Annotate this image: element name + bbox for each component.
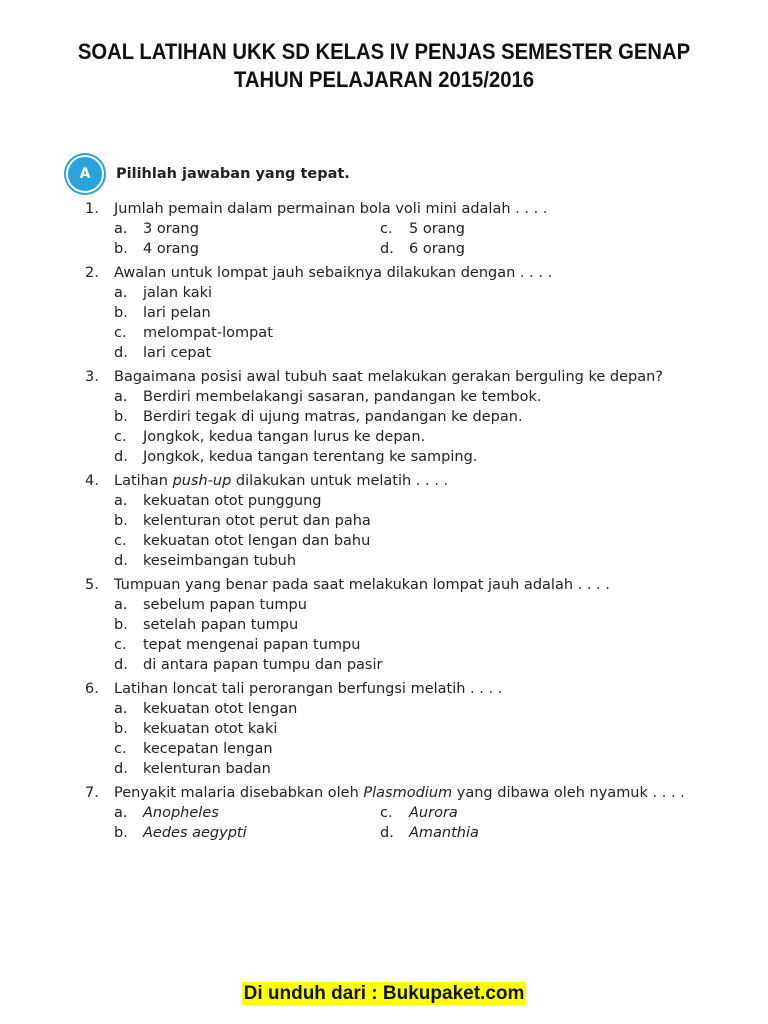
option-d (114, 344, 701, 364)
question-text-italic: push-up (172, 473, 232, 490)
option-letter: c. (380, 220, 393, 237)
option-b (114, 240, 380, 260)
title-line-1: SOAL LATIHAN UKK SD KELAS IV PENJAS SEMESTER GENAP (77, 39, 691, 64)
section-instruction: Pilihlah jawaban yang tepat. (116, 166, 350, 182)
option-text: Amanthia (409, 824, 479, 841)
option-letter: d. (114, 344, 128, 361)
title-line-2: TAHUN PELAJARAN 2015/2016 (234, 67, 534, 92)
document-title (31, 38, 738, 94)
option-text: 4 orang (143, 240, 199, 257)
option-a (114, 804, 380, 824)
option-d (114, 656, 701, 676)
option-letter: c. (114, 428, 127, 445)
option-letter: b. (114, 824, 128, 841)
question-text: Latihan loncat tali perorangan berfungsi melatih . . . . (114, 681, 503, 698)
option-c (380, 804, 701, 824)
option-letter: a. (114, 493, 128, 510)
option-b (114, 408, 701, 428)
option-letter: b. (114, 240, 128, 257)
option-text: setelah papan tumpu (143, 616, 299, 633)
footer (0, 983, 768, 1005)
option-text: keseimbangan tubuh (143, 552, 297, 569)
option-text: 6 orang (409, 240, 465, 257)
option-d (114, 760, 701, 780)
option-text: Aurora (409, 805, 458, 822)
option-text: Aedes aegypti (143, 824, 247, 841)
question-text (114, 784, 701, 804)
option-letter: d. (114, 760, 128, 777)
option-c (114, 636, 701, 656)
option-text: 5 orang (409, 220, 465, 237)
question-3 (85, 368, 701, 467)
option-text: kekuatan otot punggung (143, 493, 322, 510)
option-letter: b. (114, 720, 128, 737)
option-letter: b. (114, 616, 128, 633)
question-number: 4. (85, 473, 99, 490)
question-number: 3. (85, 369, 99, 386)
option-letter: c. (380, 805, 393, 822)
option-letter: d. (114, 448, 128, 465)
source-note: Di unduh dari : Bukupaket.com (243, 983, 525, 1004)
option-letter: c. (114, 324, 127, 341)
option-letter: c. (114, 636, 127, 653)
option-letter: d. (114, 656, 128, 673)
option-d (114, 552, 701, 572)
option-text: melompat-lompat (143, 324, 273, 341)
option-b (114, 616, 701, 636)
section-badge-icon: A (66, 155, 104, 193)
option-d (114, 448, 701, 468)
question-2 (85, 264, 701, 363)
option-text: lari pelan (143, 304, 211, 321)
option-letter: a. (114, 220, 128, 237)
option-letter: c. (114, 740, 127, 757)
option-letter: a. (114, 285, 128, 302)
question-text: Awalan untuk lompat jauh sebaiknya dilakukan dengan . . . . (114, 265, 553, 282)
question-5 (85, 576, 701, 675)
option-b (114, 824, 380, 844)
option-letter: d. (380, 240, 394, 257)
option-text: Berdiri membelakangi sasaran, pandangan ke tembok. (143, 389, 542, 406)
option-text: kekuatan otot lengan (143, 701, 298, 718)
question-text-part: dilakukan untuk melatih . . . . (231, 473, 449, 490)
option-letter: c. (114, 532, 127, 549)
option-c (114, 532, 701, 552)
option-b (114, 304, 701, 324)
option-text: 3 orang (143, 220, 199, 237)
option-d (380, 240, 701, 260)
option-letter: a. (114, 389, 128, 406)
option-a (114, 220, 380, 240)
option-a (114, 388, 701, 408)
question-1 (85, 200, 701, 259)
option-text: kecepatan lengan (143, 740, 273, 757)
option-d (380, 824, 701, 844)
question-number: 5. (85, 577, 99, 594)
option-a (114, 700, 701, 720)
option-letter: b. (114, 408, 128, 425)
option-text: kelenturan badan (143, 760, 271, 777)
option-c (114, 740, 701, 760)
question-text: Jumlah pemain dalam permainan bola voli mini adalah . . . . (114, 201, 548, 217)
option-text: jalan kaki (143, 285, 213, 302)
question-text: Tumpuan yang benar pada saat melakukan lompat jauh adalah . . . . (114, 577, 610, 594)
question-6 (85, 680, 701, 779)
option-letter: a. (114, 805, 128, 822)
question-list (85, 200, 701, 849)
option-text: kelenturan otot perut dan paha (143, 512, 371, 529)
option-text: Jongkok, kedua tangan terentang ke samping. (143, 448, 478, 465)
question-4 (85, 472, 701, 571)
option-letter: d. (380, 824, 394, 841)
option-letter: b. (114, 304, 128, 321)
option-text: lari cepat (143, 344, 212, 361)
option-c (114, 428, 701, 448)
question-number: 6. (85, 681, 99, 698)
option-text: Jongkok, kedua tangan lurus ke depan. (143, 428, 426, 445)
question-text-part: Penyakit malaria disebabkan oleh (114, 785, 364, 802)
option-text: di antara papan tumpu dan pasir (143, 656, 383, 673)
option-b (114, 512, 701, 532)
option-letter: d. (114, 552, 128, 569)
option-text: kekuatan otot kaki (143, 720, 278, 737)
option-a (114, 596, 701, 616)
option-text: Anopheles (143, 805, 219, 822)
question-7 (85, 784, 701, 843)
option-a (114, 492, 701, 512)
question-text-part: Latihan (114, 473, 173, 490)
option-text: sebelum papan tumpu (143, 597, 307, 614)
question-text (114, 472, 701, 492)
question-text-italic: Plasmodium (363, 785, 453, 802)
option-b (114, 720, 701, 740)
option-c (114, 324, 701, 344)
option-letter: a. (114, 597, 128, 614)
question-number: 1. (85, 201, 99, 217)
question-number: 7. (85, 785, 99, 802)
question-text: Bagaimana posisi awal tubuh saat melakukan gerakan berguling ke depan? (114, 369, 663, 386)
option-letter: a. (114, 701, 128, 718)
option-letter: b. (114, 512, 128, 529)
question-text-part: yang dibawa oleh nyamuk . . . . (452, 785, 685, 802)
question-number: 2. (85, 265, 99, 282)
option-c (380, 220, 701, 240)
section-header (66, 155, 350, 193)
option-a (114, 284, 701, 304)
option-text: kekuatan otot lengan dan bahu (143, 532, 371, 549)
option-text: Berdiri tegak di ujung matras, pandangan ke depan. (143, 408, 523, 425)
option-text: tepat mengenai papan tumpu (143, 636, 361, 653)
